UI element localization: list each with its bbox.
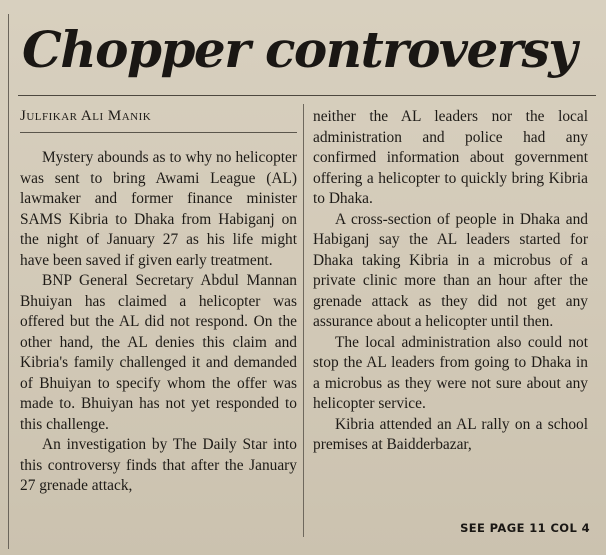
byline: Julfikar Ali Manik (20, 108, 152, 124)
continuation-jump: SEE PAGE 11 COL 4 (460, 521, 590, 535)
paragraph: BNP General Secretary Abdul Mannan Bhuiyan has claimed a helicopter was offered but the AL did not respond. On the other hand, the AL denies this claim and Kibria's family challenged it and demanded of Bhuiyan to specify whom the offer was made to. Bhuiyan has not yet responded to this challenge. (20, 272, 297, 433)
paragraph: Mystery abounds as to why no helicopter was sent to bring Awami League (AL) lawmaker and former finance minister SAMS Kibria to Dhaka from Habiganj on the night of January 27 as his life might have been saved if given early treatment. (20, 149, 297, 269)
paragraph: The local administration also could not stop the AL leaders from going to Dhaka in a microbus as they were not sure about any helicopter service. (313, 333, 588, 412)
paragraph: neither the AL leaders nor the local administration and police had any confirmed information about government offering a helicopter to quickly bring Kibria to Dhaka. (313, 108, 588, 207)
paragraph: An investigation by The Daily Star into this controversy finds that after the January 27 grenade attack, (20, 436, 297, 494)
column-divider (303, 104, 304, 537)
article-column-left (20, 148, 297, 497)
paragraph: A cross-section of people in Dhaka and Habiganj say the AL leaders started for Dhaka taking Kibria in a microbus of a private clinic more than an hour after the grenade attack as they did not get any assurance about a helicopter until then. (313, 210, 588, 330)
paragraph: Kibria attended an AL rally on a school premises at Baidderbazar, (313, 415, 588, 453)
headline-rule (18, 95, 596, 96)
byline-rule (20, 132, 297, 133)
left-column-rule (8, 14, 9, 549)
headline: Chopper controversy (22, 20, 576, 79)
article-column-right (313, 107, 588, 456)
